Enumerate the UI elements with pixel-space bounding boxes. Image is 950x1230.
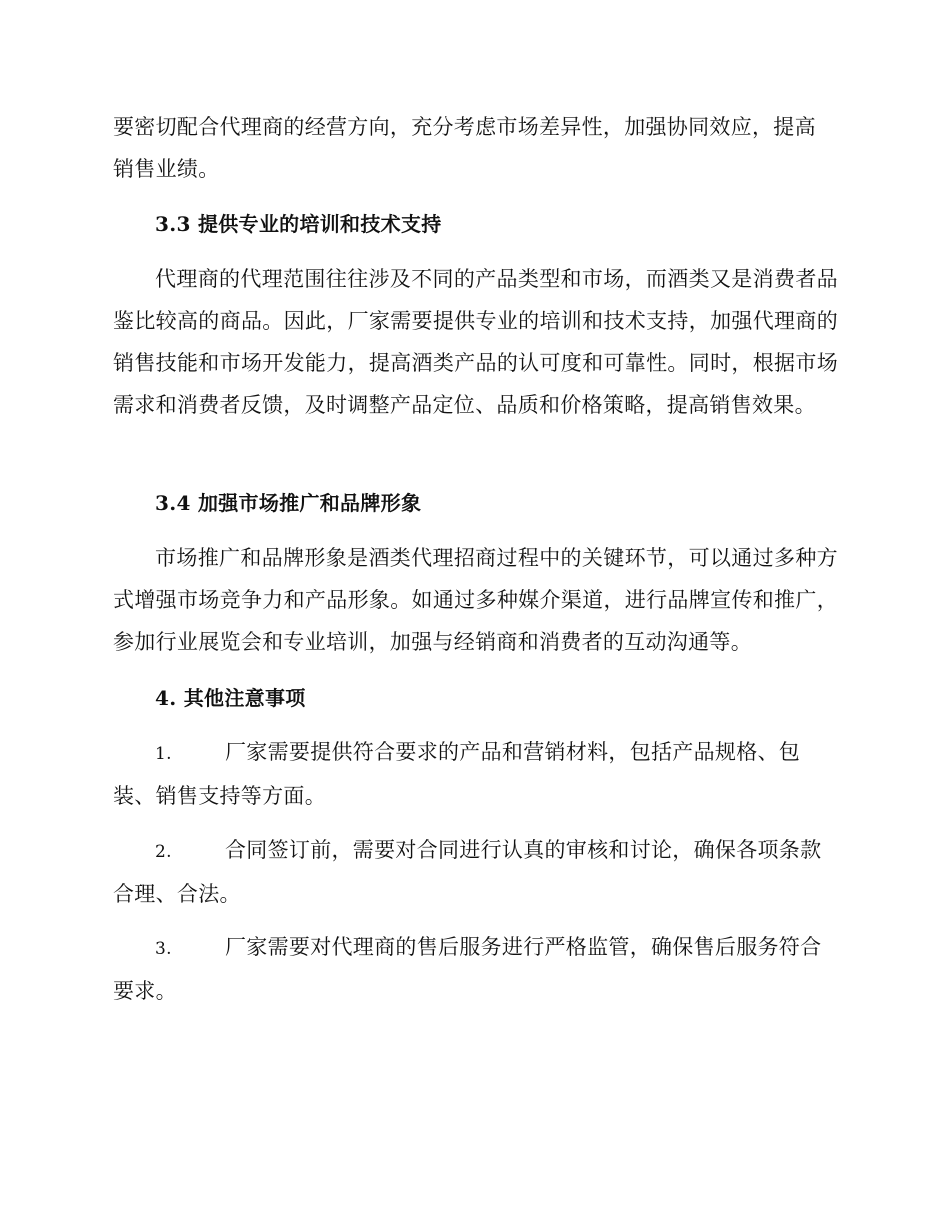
paragraph-continued [113, 106, 838, 190]
list-number: 2. [155, 842, 172, 862]
list-text: 合同签订前，需要对合同进行认真的审核和讨论，确保各项条款 [225, 838, 822, 862]
list-text-continued: 要求。 [113, 979, 177, 1003]
list-text: 厂家需要提供符合要求的产品和营销材料，包括产品规格、包 [225, 740, 801, 764]
list-number: 1. [155, 744, 172, 764]
list-item [113, 731, 838, 817]
list-text-continued: 合理、合法。 [113, 882, 241, 906]
section-heading-3-4: 3.4 加强市场推广和品牌形象 [155, 491, 422, 515]
list-item [113, 926, 838, 1012]
list-item [113, 829, 838, 915]
section-heading-3-3: 3.3 提供专业的培训和技术支持 [155, 212, 442, 236]
section-heading-4: 4. 其他注意事项 [155, 686, 306, 710]
list-number: 3. [155, 939, 172, 959]
list-text-continued: 装、销售支持等方面。 [113, 784, 326, 808]
list-text: 厂家需要对代理商的售后服务进行严格监管，确保售后服务符合 [225, 935, 822, 959]
paragraph-marketing: 市场推广和品牌形象是酒类代理招商过程中的关键环节，可以通过多种方式增强市场竞争力和产品形象。如通过多种媒介渠道，进行品牌宣传和推广，参加行业展览会和专业培训，加强与经销商和消费者的互动沟通等。 [113, 546, 838, 654]
paragraph-training: 代理商的代理范围往往涉及不同的产品类型和市场，而酒类又是消费者品鉴比较高的商品。因此，厂家需要提供专业的培训和技术支持，加强代理商的销售技能和市场开发能力，提高酒类产品的认可度和可靠性。同时，根据市场需求和消费者反馈，及时调整产品定位、品质和价格策略，提高销售效果。 [113, 267, 838, 417]
paragraph-line: 要密切配合代理商的经营方向，充分考虑市场差异性，加强协同效应，提高 [113, 115, 816, 139]
paragraph-line: 销售业绩。 [113, 157, 220, 181]
